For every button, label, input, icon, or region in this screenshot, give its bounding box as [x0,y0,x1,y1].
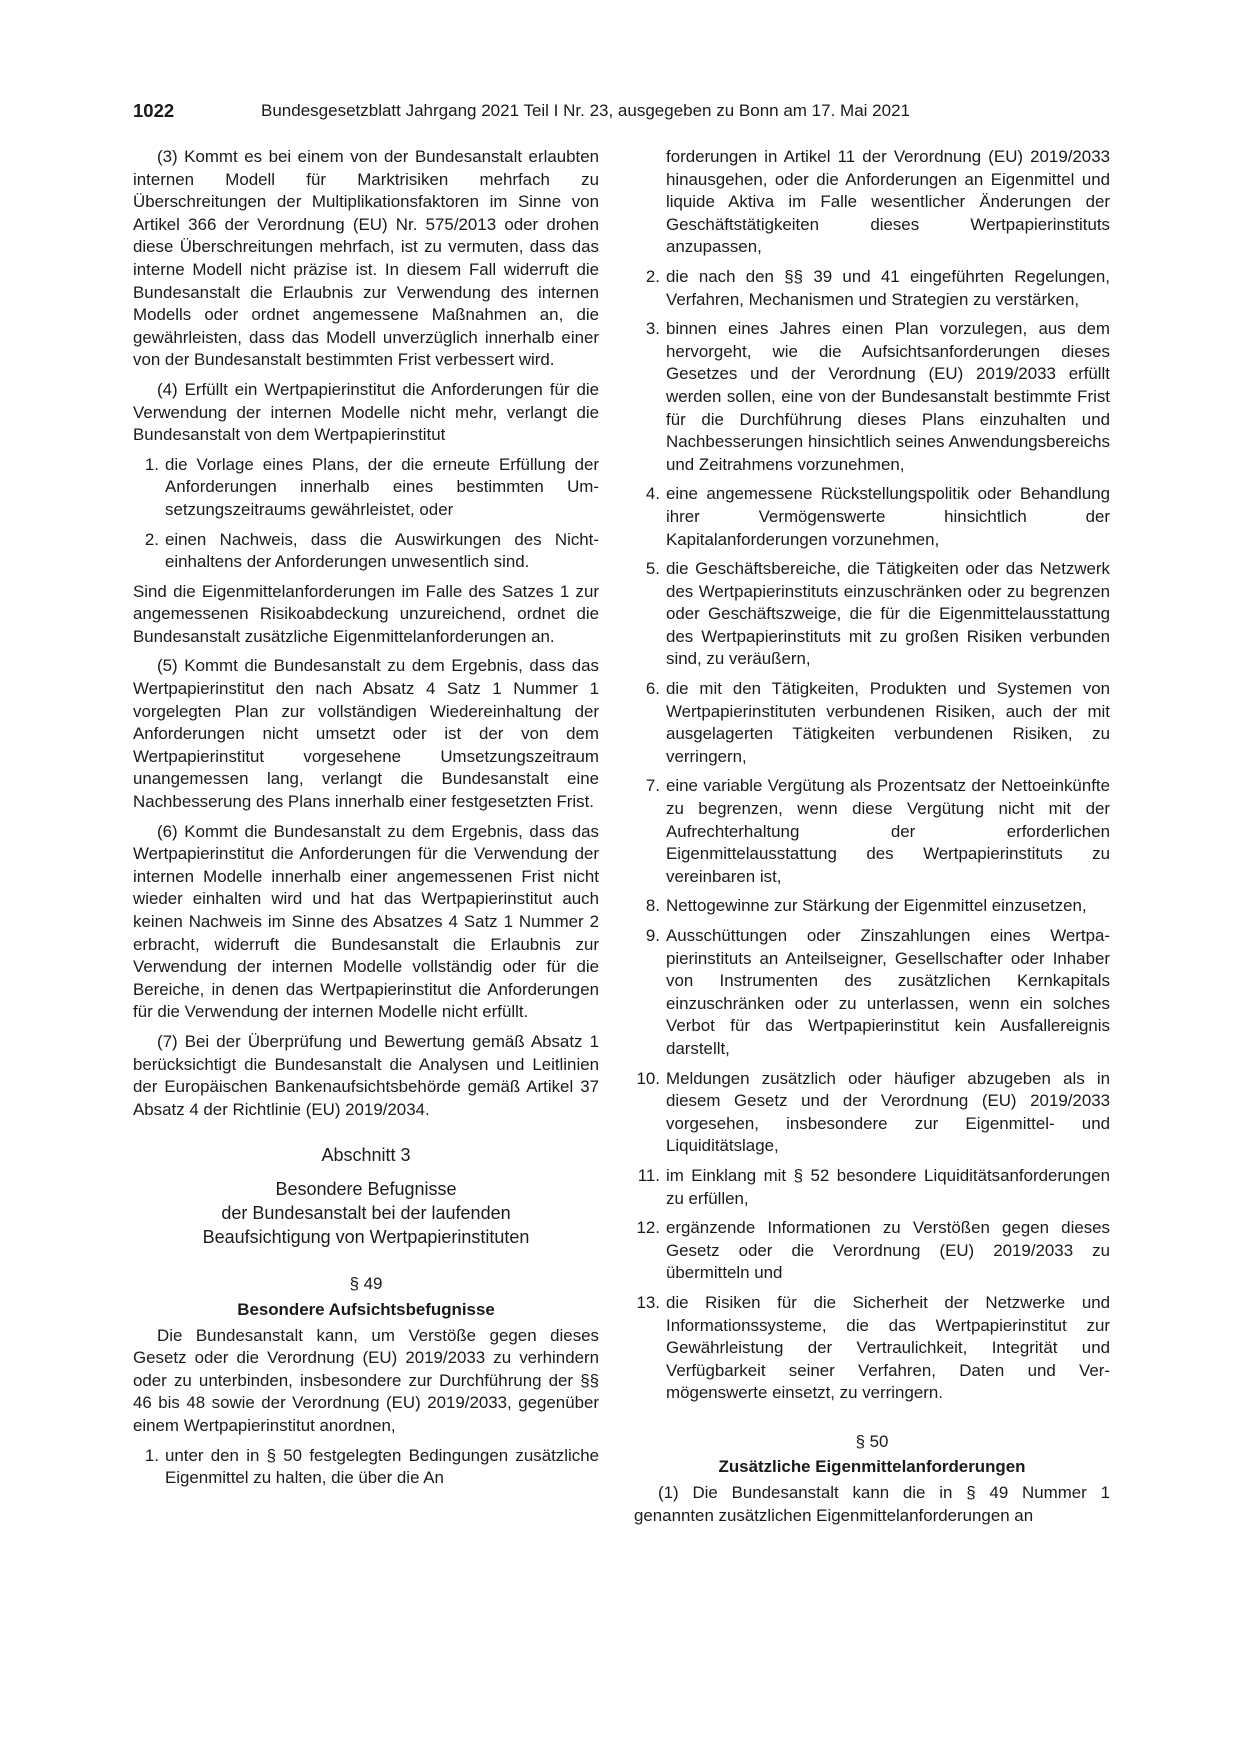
list-item-text: Ausschüttungen oder Zinszahlungen eines Wertpapierinstituts an Anteilseigner, Gesellschafter oder Inhaber von Instrumenten des zusätzlichen Kernkapitals einzuschränken oder zu unterlassen, wenn ein solches Verbot für das Wertpapierinstitut kein Ausfallereignis darstellt, [666,926,1110,1058]
section-50-paragraph-1: (1) Die Bundesanstalt kann die in § 49 Nummer 1 genannten zusätzlichen Eigenmittelanforderungen an [634,1483,1110,1525]
list-item-text: binnen eines Jahres einen Plan vorzulegen, aus dem hervorgeht, wie die Aufsichtsanforderungen dieses Gesetzes und der Verordnung (EU) 2019/2033 erfüllt werden sollen, eine von der Bundesanstalt bestimmte Frist für die Durchführung dieses Plans einzuhalten und Nachbesserungen hinsichtlich seines Anwendungsbereichs und Zeitrahmens vorzunehmen, [666,319,1110,474]
list-item [133,529,599,574]
left-column [133,146,599,1497]
list-item [133,1445,599,1490]
list-item-text: eine angemessene Rückstellungspolitik oder Behandlung ihrer Vermögenswerte hinsichtlich der Kapitalanforderungen vorzunehmen, [666,484,1110,549]
list-item-text: Meldungen zusätzlich oder häufiger abzugeben als in diesem Gesetz und der Verordnung (EU) 2019/2033 vorgesehen, insbesondere zur Eigenmittel- und Liquiditätslage, [666,1068,1110,1156]
list-item-text: die nach den §§ 39 und 41 eingeführten Regelungen, Verfahren, Mechanismen und Strategien zu verstärken, [666,266,1110,309]
list-item-text: einen Nachweis, dass die Auswirkungen des Nichteinhaltens der Anforderungen unwesentlich sind. [165,529,599,572]
paragraph-3: (3) Kommt es bei einem von der Bundesanstalt erlaubten internen Modell für Marktrisiken mehrfach zu Überschreitungen der Multiplikationsfaktoren im Sinne von Artikel 366 der Verordnung (EU) Nr. 575/2013 oder drohen diese Überschreitungen mehrfach, ist zu vermuten, dass das interne Modell nicht präzise ist. In diesem Fall widerruft die Bundesanstalt die Erlaubnis zur Verwendung des internen Modells oder ordnet angemessene Maßnahmen an, die gewährleisten, dass das Modell unverzüglich innerhalb einer von der Bundesanstalt bestimmten Frist verbessert wird. [133,147,599,370]
page-number: 1022 [133,100,175,121]
list-item-number: 3. [645,319,660,339]
list-item [634,1217,1110,1285]
list-item [634,895,1110,918]
section-subtitle-line-3: Beaufsichtigung von Wertpapierinstituten [202,1227,530,1248]
section-title-50: Zusätzliche Eigenmittelanforderungen [718,1457,1026,1477]
paragraph-4-continuation: Sind die Eigenmittelanforderungen im Falle des Satzes 1 zur angemessenen Risikoabdeckung unzureichend, ordnet die Bundesanstalt zusätzliche Eigenmittelanforderungen an. [133,581,599,646]
paragraph-4: (4) Erfüllt ein Wertpapierinstitut die Anforderungen für die Verwendung der internen Modelle nicht mehr, verlangt die Bundesanstalt von dem Wertpapierinstitut [133,379,599,445]
list-item-text: die Vorlage eines Plans, der die erneute Erfüllung der Anforderungen innerhalb eines bestimmten Umsetzungszeitraums gewährleistet, oder [165,454,599,519]
list-item [634,483,1110,551]
list-item-text: im Einklang mit § 52 besondere Liquiditätsanforderungen zu erfüllen, [666,1165,1110,1208]
list-item-number: 9. [645,926,660,945]
list-item [634,775,1110,888]
list-item-number: 1. [144,454,159,474]
list-item-number: 8. [645,896,660,916]
list-item-number: 6. [645,679,660,699]
list-item [634,678,1110,768]
list-item-number: 10. [636,1068,660,1088]
list-item [634,266,1110,311]
list-item-number: 7. [645,776,660,796]
list-item-number: 2. [645,266,660,286]
list-item-number: 1. [144,1445,159,1465]
list-item-number: 2. [144,529,159,549]
list-item [634,1068,1110,1158]
list-item-number: 5. [645,559,660,579]
section-subtitle-line-1: Besondere Befugnisse [275,1179,457,1200]
right-column [634,146,1110,1534]
list-item-text: die Risiken für die Sicherheit der Netzwerke und Informationssysteme, die das Wertpapierinstitut zur Gewährleistung der Vertraulichkeit, Integrität und Verfügbarkeit seiner Verfahren, Daten und Vermögenswerte einsetzt, zu verringern. [666,1292,1110,1403]
page-header [133,100,1109,130]
paragraph-6: (6) Kommt die Bundesanstalt zu dem Ergebnis, dass das Wertpapierinstitut die Anforderungen für die Verwendung der internen Modelle innerhalb einer angemessenen Frist nicht wieder einhalten wird und hat das Wertpapierinstitut auch keinen Nachweis im Sinne des Absatzes 4 Satz 1 Nummer 2 erbracht, widerruft die Bundesanstalt die Erlaubnis zur Verwendung der internen Modelle vollständig oder für die Bereiche, in denen das Wertpapierinstitut die Anforderungen für die Verwendung der internen Modelle nicht erfüllt. [133,821,599,1022]
paragraph-5: (5) Kommt die Bundesanstalt zu dem Ergebnis, dass das Wertpapierinstitut den nach Absatz 4 Satz 1 Nummer 1 vorgelegten Plan zur vollständigen Wiedereinhaltung der Anforderungen nicht umsetzt oder ist der von dem Wertpapierinstitut vorgesehene Umsetzungszeitraum unangemessen lang, verlangt die Bundesanstalt eine Nachbesserung des Plans innerhalb einer festgesetzten Frist. [133,656,599,812]
list-item-number: 4. [645,484,660,504]
list-item-text: unter den in § 50 festgelegten Bedingungen zusätzliche Eigenmittel zu halten, die über die An [165,1445,599,1488]
list-item-number: 11. [637,1165,660,1185]
running-head: Bundesgesetzblatt Jahrgang 2021 Teil I Nr. 23, ausgegeben zu Bonn am 17. Mai 2021 [261,101,910,120]
section-subtitle-line-2: der Bundesanstalt bei der laufenden [221,1203,511,1224]
list-item-text: die mit den Tätigkeiten, Produkten und Systemen von Wertpapierinstituten verbundenen Risiken, auch der mit ausgelagerten Tätigkeiten verbundenen Risiken, zu verringern, [666,679,1110,766]
list-item [634,925,1110,1061]
paragraph-7: (7) Bei der Überprüfung und Bewertung gemäß Absatz 1 berücksichtigt die Bundesanstalt die Analysen und Leitlinien der Europäischen Bankenaufsichtsbehörde gemäß Artikel 37 Absatz 4 der Richtlinie (EU) 2019/2034. [133,1031,599,1119]
section-title-49: Besondere Aufsichtsbefugnisse [237,1299,495,1319]
list-item-text: eine variable Vergütung als Prozentsatz der Nettoeinkünfte zu begrenzen, wenn diese Vergütung nicht mit der Aufrechterhaltung der erforderlichen Eigenmittelausstattung des Wertpapierinstituts zu vereinbaren ist, [666,776,1110,886]
section-49-intro: Die Bundesanstalt kann, um Verstöße gegen dieses Gesetz oder die Verordnung (EU) 2019/2033 zu verhindern oder zu unterbinden, insbesondere zur Durchführung der §§ 46 bis 48 sowie der Verordnung (EU) 2019/2033, gegenüber einem Wertpapierinstitut anordnen, [133,1325,599,1435]
list-item [634,1165,1110,1210]
section-number-49: § 49 [349,1274,383,1294]
list-item-number: 12. [636,1218,660,1238]
list-item-text: die Geschäftsbereiche, die Tätigkeiten oder das Netzwerk des Wertpapierinstituts einzuschränken oder zu begrenzen oder Geschäftszweige, die für die Eigenmittelausstattung des Wertpapierinstituts mit zu großen Risiken verbunden sind, zu veräußern, [666,559,1110,669]
list-item [634,318,1110,476]
list-item [634,1292,1110,1405]
list-item [634,558,1110,671]
list-item-continuation: forderungen in Artikel 11 der Verordnung (EU) 2019/2033 hinausgehen, oder die Anforderungen an Eigenmittel und liquide Aktiva im Falle wesentlicher Änderungen der Geschäftstätigkeiten dieses Wertpapierinstituts anzupassen, [666,147,1110,257]
section-number-50: § 50 [855,1431,889,1451]
list-item [133,454,599,522]
section-heading: Abschnitt 3 [321,1145,411,1166]
list-item-number: 13. [636,1292,660,1312]
list-item-text: Nettogewinne zur Stärkung der Eigenmittel einzusetzen, [666,896,1087,916]
list-item-text: ergänzende Informationen zu Verstößen gegen dieses Gesetz oder die Verordnung (EU) 2019/2033 zu übermitteln und [666,1218,1110,1283]
